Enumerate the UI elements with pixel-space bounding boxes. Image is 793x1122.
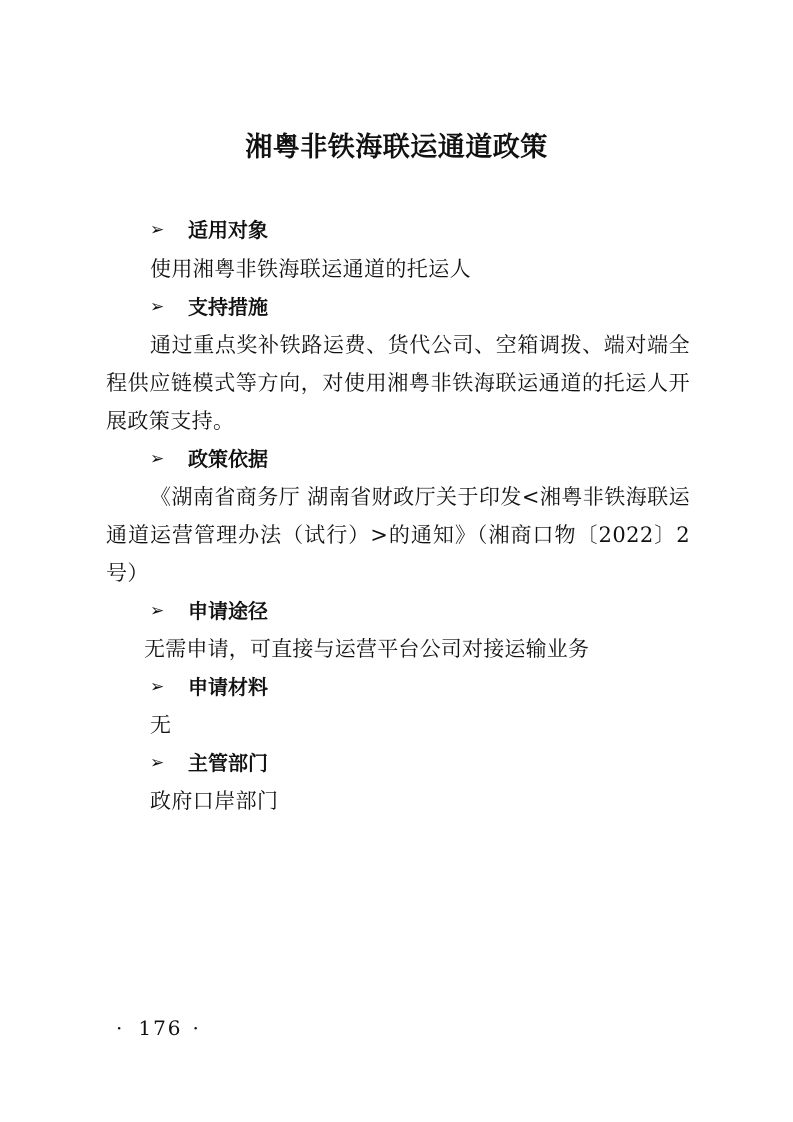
page-number-dot-right: · <box>192 1016 201 1040</box>
section-heading-department <box>106 744 690 782</box>
arrow-bullet-icon: ➢ <box>150 677 165 697</box>
section-heading-label: 申请材料 <box>188 675 268 699</box>
section-heading-label: 主管部门 <box>188 751 268 775</box>
section-body-application: 无需申请，可直接与运营平台公司对接运输业务 <box>144 637 590 661</box>
page-number: 176 <box>138 1016 183 1040</box>
arrow-bullet-icon: ➢ <box>150 601 165 621</box>
section-heading-target <box>106 211 690 249</box>
section-heading-measures <box>106 288 690 326</box>
section-heading-label: 申请途径 <box>188 599 268 623</box>
section-heading-application <box>106 592 690 630</box>
section-body-target: 使用湘粤非铁海联运通道的托运人 <box>150 257 471 281</box>
arrow-bullet-icon: ➢ <box>150 449 165 469</box>
section-body-department: 政府口岸部门 <box>150 789 279 813</box>
page-number-footer <box>106 1014 215 1042</box>
section-heading-label: 支持措施 <box>188 295 268 319</box>
policy-content <box>106 211 690 820</box>
section-body-measures: 通过重点奖补铁路运费、货代公司、空箱调拨、端对端全程供应链模式等方向，对使用湘粤非铁海联运通道的托运人开展政策支持。 <box>106 333 690 433</box>
arrow-bullet-icon: ➢ <box>150 753 165 773</box>
section-heading-label: 政策依据 <box>188 447 268 471</box>
section-heading-materials <box>106 668 690 706</box>
section-heading-basis <box>106 440 690 478</box>
page-number-dot-left: · <box>116 1016 125 1040</box>
section-body-materials: 无 <box>150 713 172 737</box>
section-body-basis: 《湖南省商务厅 湖南省财政厅关于印发<湘粤非铁海联运通道运营管理办法（试行）>的通知》（湘商口物〔2022〕2号） <box>106 485 690 585</box>
section-heading-label: 适用对象 <box>188 218 268 242</box>
page-title: 湘粤非铁海联运通道政策 <box>245 132 548 163</box>
arrow-bullet-icon: ➢ <box>150 297 165 317</box>
arrow-bullet-icon: ➢ <box>150 220 165 240</box>
